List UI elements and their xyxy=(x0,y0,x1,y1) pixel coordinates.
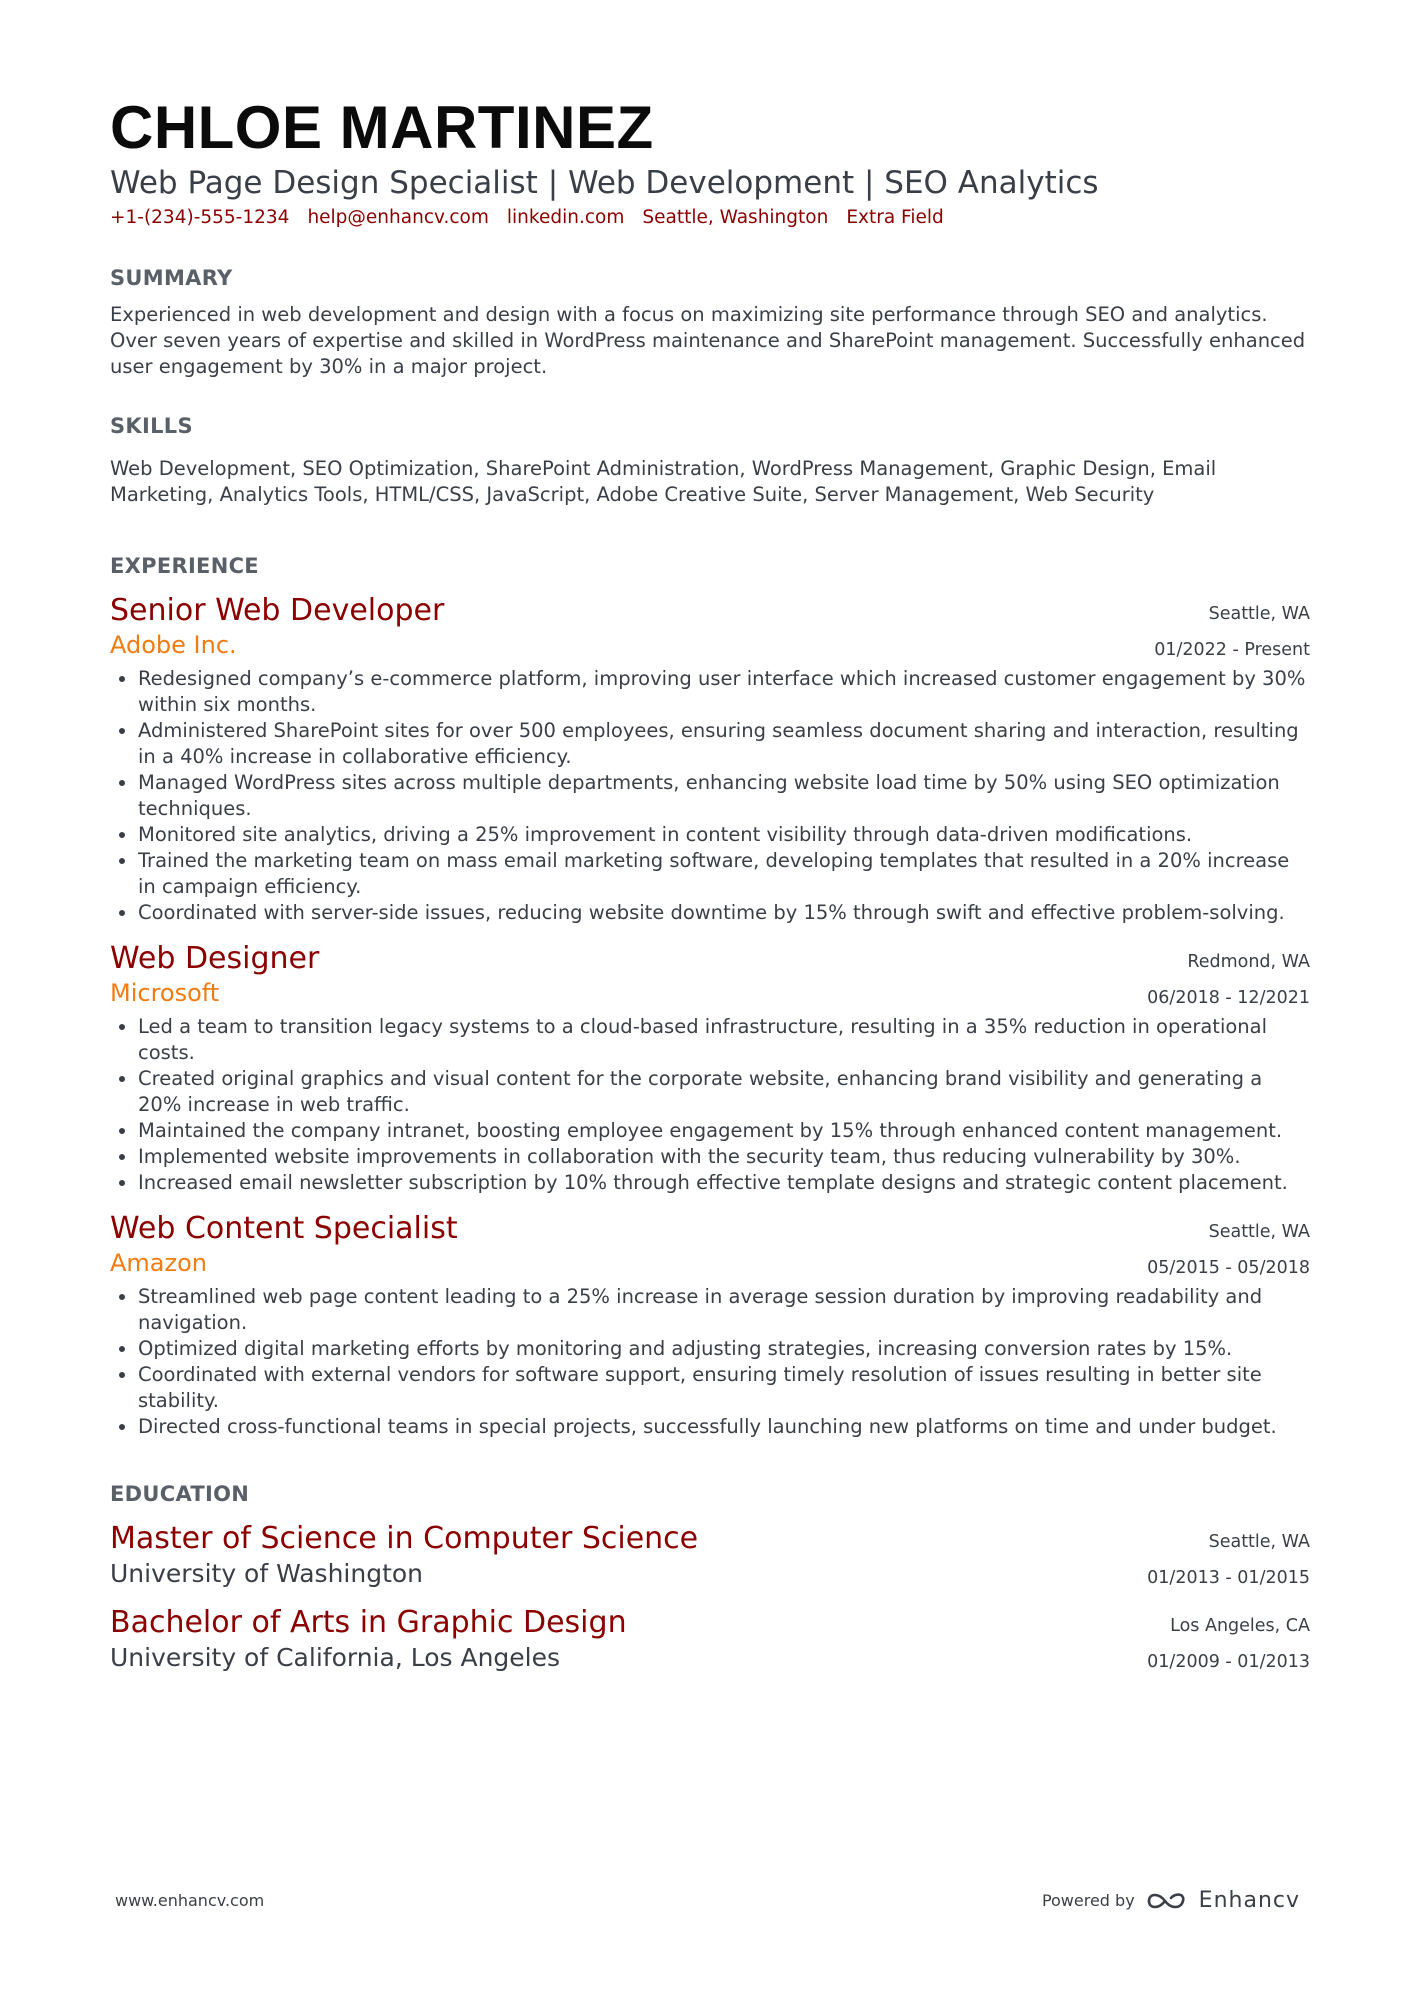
job-location: Redmond, WA xyxy=(1187,952,1310,972)
job-location: Seattle, WA xyxy=(1208,1222,1310,1242)
job-title: Web Content Specialist xyxy=(110,1211,458,1246)
contact-linkedin[interactable]: linkedin.com xyxy=(506,207,625,228)
school-location: Los Angeles, CA xyxy=(1170,1616,1310,1636)
entry-meta xyxy=(1154,596,1310,668)
bullet-item: • Coordinated with external vendors for software support, ensuring timely resolution of issues resulting in better site stability. xyxy=(138,1362,1310,1414)
education-entry xyxy=(110,1520,1310,1590)
entry-meta xyxy=(1147,944,1310,1016)
bullet-item: • Implemented website improvements in collaboration with the security team, thus reducing vulnerability by 30%. xyxy=(138,1144,1310,1170)
summary-heading: SUMMARY xyxy=(110,266,233,290)
bullet-item: • Created original graphics and visual content for the corporate website, enhancing brand visibility and generating a 20% increase in web traffic. xyxy=(138,1066,1310,1118)
job-location: Seattle, WA xyxy=(1208,604,1310,624)
contact-location: Seattle, Washington xyxy=(642,207,829,228)
bullet-item: • Redesigned company’s e-commerce platform, improving user interface which increased customer engagement by 30% within six months. xyxy=(138,666,1310,718)
school-dates: 01/2013 - 01/2015 xyxy=(1147,1568,1310,1588)
bullet-item: • Coordinated with server-side issues, reducing website downtime by 15% through swift and effective problem-solving. xyxy=(138,900,1310,926)
contact-phone[interactable]: +1-(234)-555-1234 xyxy=(110,207,290,228)
degree-title: Master of Science in Computer Science xyxy=(110,1521,699,1556)
experience-heading: EXPERIENCE xyxy=(110,554,259,578)
skills-heading: SKILLS xyxy=(110,414,193,438)
job-title: Senior Web Developer xyxy=(110,593,445,628)
education-heading: EDUCATION xyxy=(110,1482,250,1506)
job-bullets xyxy=(110,1014,1310,1196)
company-name: Microsoft xyxy=(110,979,220,1007)
experience-entry xyxy=(110,940,1310,1196)
bullet-item: • Increased email newsletter subscription by 10% through effective template designs and strategic content placement. xyxy=(138,1170,1310,1196)
job-bullets xyxy=(110,666,1310,926)
page-footer xyxy=(115,1888,1300,1913)
skills-section xyxy=(110,414,1310,508)
bullet-item: • Maintained the company intranet, boosting employee engagement by 15% through enhanced content management. xyxy=(138,1118,1310,1144)
candidate-name: CHLOE MARTINEZ xyxy=(110,94,654,161)
summary-section xyxy=(110,266,1310,380)
degree-title: Bachelor of Arts in Graphic Design xyxy=(110,1605,627,1640)
company-name: Adobe Inc. xyxy=(110,631,237,659)
skills-text: Web Development, SEO Optimization, SharePoint Administration, WordPress Management, Graphic Design, Email Marketing, Analytics Tools, HTML/CSS, JavaScript, Adobe Creative Suite, Server Management, Web Security xyxy=(110,457,1217,506)
powered-by xyxy=(1042,1888,1300,1913)
bullet-item: • Led a team to transition legacy systems to a cloud-based infrastructure, resulting in a 35% reduction in operational costs. xyxy=(138,1014,1310,1066)
school-name: University of California, Los Angeles xyxy=(110,1643,561,1672)
candidate-tagline: Web Page Design Specialist | Web Development | SEO Analytics xyxy=(110,165,1099,201)
resume-page xyxy=(110,95,1310,1674)
school-name: University of Washington xyxy=(110,1559,424,1588)
bullet-item: • Managed WordPress sites across multiple departments, enhancing website load time by 50% using SEO optimization techniques. xyxy=(138,770,1310,822)
experience-entry xyxy=(110,1210,1310,1440)
job-title: Web Designer xyxy=(110,941,320,976)
job-dates: 06/2018 - 12/2021 xyxy=(1147,988,1310,1008)
school-dates: 01/2009 - 01/2013 xyxy=(1147,1652,1310,1672)
enhancv-logo-icon xyxy=(1145,1889,1189,1913)
company-name: Amazon xyxy=(110,1249,207,1277)
entry-meta xyxy=(1147,1524,1310,1596)
experience-entry xyxy=(110,592,1310,926)
education-entry xyxy=(110,1604,1310,1674)
enhancv-logo[interactable] xyxy=(1145,1888,1300,1913)
bullet-item: • Optimized digital marketing efforts by monitoring and adjusting strategies, increasing conversion rates by 15%. xyxy=(138,1336,1310,1362)
footer-website-link[interactable]: www.enhancv.com xyxy=(115,1891,265,1910)
bullet-item: • Streamlined web page content leading to a 25% increase in average session duration by improving readability and navigation. xyxy=(138,1284,1310,1336)
contact-row xyxy=(110,207,1310,228)
experience-section xyxy=(110,554,1310,1440)
job-dates: 05/2015 - 05/2018 xyxy=(1147,1258,1310,1278)
entry-meta xyxy=(1147,1608,1310,1680)
bullet-item: • Directed cross-functional teams in special projects, successfully launching new platforms on time and under budget. xyxy=(138,1414,1310,1440)
entry-meta xyxy=(1147,1214,1310,1286)
summary-text: Experienced in web development and design with a focus on maximizing site performance through SEO and analytics. Over seven years of expertise and skilled in WordPress maintenance and SharePoint management. Successfully enhanced user engagement by 30% in a major project. xyxy=(110,303,1306,378)
bullet-item: • Administered SharePoint sites for over 500 employees, ensuring seamless document sharing and interaction, resulting in a 40% increase in collaborative efficiency. xyxy=(138,718,1310,770)
job-dates: 01/2022 - Present xyxy=(1154,640,1310,660)
enhancv-brand-name: Enhancv xyxy=(1198,1888,1300,1913)
bullet-item: • Trained the marketing team on mass email marketing software, developing templates that resulted in a 20% increase in campaign efficiency. xyxy=(138,848,1310,900)
bullet-item: • Monitored site analytics, driving a 25% improvement in content visibility through data-driven modifications. xyxy=(138,822,1310,848)
contact-extra-field: Extra Field xyxy=(846,207,944,228)
education-section xyxy=(110,1482,1310,1674)
school-location: Seattle, WA xyxy=(1208,1532,1310,1552)
job-bullets xyxy=(110,1284,1310,1440)
powered-by-label: Powered by xyxy=(1041,1891,1135,1910)
contact-email[interactable]: help@enhancv.com xyxy=(307,207,489,228)
